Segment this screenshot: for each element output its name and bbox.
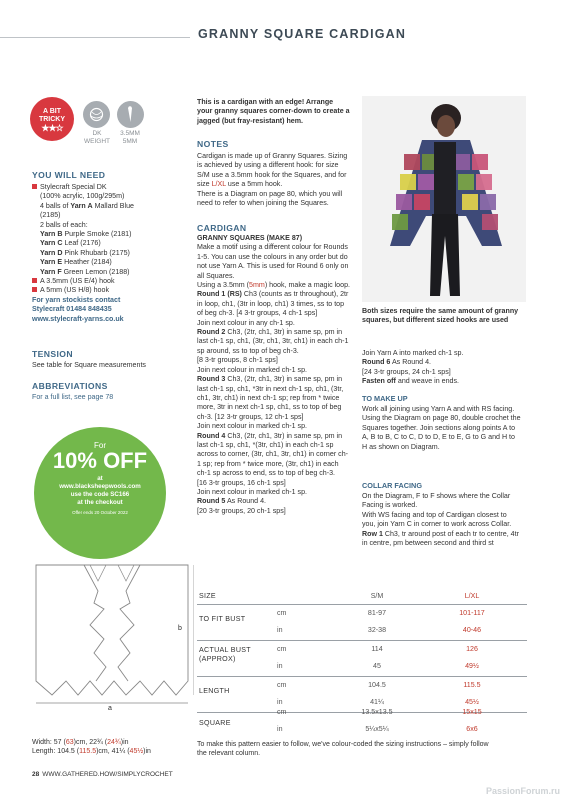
difficulty-top: A BIT [42,108,62,115]
dimension-a-label: a [108,705,112,712]
discount-promo[interactable]: For 10% OFF at www.blacksheepwools.com use the code SC166 at the checkout Offer ends 20 October 2022 [34,427,166,559]
discount-amount: 10% OFF [52,448,148,473]
round-6-instructions: Join Yarn A into marked ch-1 sp. Round 6 As Round 4. [24 3-tr groups, 24 ch-1 sps] Fasten off and weave in ends. [362,349,464,386]
intro-text: This is a cardigan with an edge! Arrange your granny squares corner-down to create a jagged (but fray-resistant) hem. [197,98,350,125]
notes-heading: NOTES [197,139,229,149]
hook-size-label: 3.5MM 5MM [120,130,140,145]
make-up-heading: TO MAKE UP [362,394,408,403]
page-number: 28 [32,771,40,778]
cardigan-instructions: GRANNY SQUARES (MAKE 87) Make a motif using a different colour for Rounds 1-5. You can use the colours in any order but do not use Yarn A. This is used for Round 6 only on all Squares. Using a 3.5mm (5mm) hook, make a magic loop. Round 1 (RS) Ch3 (counts as tr throughout), 2tr in loop, ch1, (3tr in loop, ch1) 3 times, ss to top of beg ch-3. [4 3-tr groups, 4 ch-1 sps] Join next colour in any ch-1 sp. Round 2 Ch3, (2tr, ch1, 3tr) in same sp, pm in last ch-1 sp, ch1, (3tr, ch1, 3tr, ch1) in each ch-1 sp around, ss to top of beg ch-3. [8 3-tr groups, 8 ch-1 sps] Join next colour in marked ch-1 sp. Round 3 Ch3, (2tr, ch1, 3tr) in same sp, pm in last ch-1 sp, ch1, *3tr in next ch-1 sp, ch1, (3tr, ch1, 3tr, ch1) in next ch-1 sp; rep from * twice more, 3tr in next ch-1 sp, ch1, ss to top of beg ch-3. [12 3-tr groups, 12 ch-1 sps] Join next colour in marked ch-1 sp. Round 4 Ch3, (2tr, ch1, 3tr) in same sp, pm in last ch-1 sp, ch1, *(3tr, ch1) in each ch-1 sp across to corner, (3tr, ch1, 3tr, ch1) in corner ch-1 sp; rep from * twice more, (3tr, ch1) in each ch-1 sp across to end, ss to top of beg ch-3. [16 3-tr groups, 16 ch-1 sps] Join next colour in marked ch-1 sp. Round 5 As Round 4. [20 3-tr groups, 20 ch-1 sps] [197,234,350,515]
you-will-need-heading: YOU WILL NEED [32,170,106,180]
colour-coding-note: To make this pattern easier to follow, we've colour-coded the sizing instructions – simply follow the relevant column. [197,741,489,758]
collar-facing-text: On the Diagram, F to F shows where the Collar Facing is worked. With WS facing and top of Cardigan closest to you, join Yarn C in corner to work across Collar. Row 1 Ch3, tr around post of each tr to centre, 4tr in centre, pm between second and third st [362,492,519,548]
model-photo [362,96,526,302]
abbreviations-heading: ABBREVIATIONS [32,381,108,391]
abbreviations-text: For a full list, see page 78 [32,393,114,401]
tension-text: See table for Square measurements [32,361,146,369]
footer-site: WWW.GATHERED.HOW/SIMPLYCROCHET [42,771,173,778]
page-footer [32,771,173,778]
weight-label: DK WEIGHT [84,130,110,145]
hook-icon [117,101,144,128]
tension-heading: TENSION [32,349,73,359]
header-rule [0,37,190,38]
cardigan-schematic [32,563,194,733]
garment-dimensions: Width: 57 (63)cm, 22¾ (24¾)in Length: 104.5 (115.5)cm, 41¼ (45½)in [32,739,151,755]
yarn-ball-icon [83,101,110,128]
watermark: PassionForum.ru [485,786,560,796]
collar-facing-heading: COLLAR FACING [362,481,422,490]
difficulty-badge [30,97,74,141]
page-title: GRANNY SQUARE CARDIGAN [198,27,407,41]
stockist-link[interactable]: www.stylecraft-yarns.co.uk [32,314,124,323]
photo-caption: Both sizes require the same amount of granny squares, but different sized hooks are used [362,307,519,325]
cardigan-heading: CARDIGAN [197,223,247,233]
dimension-b-label: b [178,625,182,632]
difficulty-bottom: TRICKY [38,116,66,123]
make-up-text: Work all joining using Yarn A and with RS facing. Using the Diagram on page 80, double crochet the Squares together. Join sections along points A to A, B to B, C to C, D to D, E to E, G to G and H to H as shown on Diagram. [362,405,521,451]
materials-list: Stylecraft Special DK (100% acrylic, 100g/295m) 4 balls of Yarn A Mallard Blue (2185) 2 balls of each: Yarn B Purple Smoke (2181) Yarn C Leaf (2176) Yarn D Pink Rhubarb (2175) Yarn E Heather (2184) Yarn F Green Lemon (2188) A 3.5mm (US E/4) hook A 5mm (US H/8) hook For yarn stockists contact Stylecraft 01484 848435 www.stylecraft-yarns.co.uk [32,183,180,324]
notes-text: Cardigan is made up of Granny Squares. Sizing is achieved by using a different hook: for size S/M use a 3.5mm hook for the Squares, and for size L/XL use a 5mm hook. There is a Diagram on page 80, which you will need to refer to when joining the Squares. [197,152,348,208]
difficulty-stars-icon: ★★☆ [41,123,63,133]
